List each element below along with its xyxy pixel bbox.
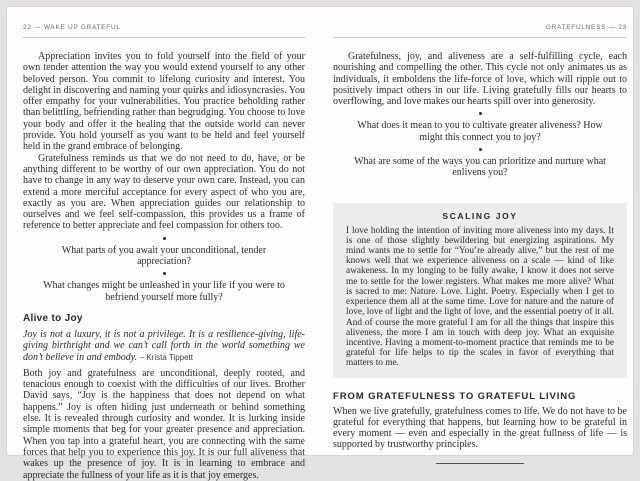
epigraph-quote [23, 329, 305, 363]
reflection-question: What parts of you await your unconditional, tender appreciation? [61, 244, 267, 268]
running-head-right: GRATEFULNESS — 23 [545, 24, 627, 31]
separator-dot-icon [479, 148, 482, 151]
running-head-rule-right [333, 37, 627, 38]
reflection-question: What does it mean to you to cultivate greater aliveness? How might this connect you to joy? [357, 120, 603, 143]
section-heading: FROM GRATEFULNESS TO GRATEFUL LIVING [333, 390, 577, 402]
separator-dot-icon [479, 112, 482, 115]
reflection-question: What changes might be unleashed in your life if you were to befriend yourself more fully? [43, 280, 285, 303]
quote-text: Joy is not a luxury, it is not a privilege. It is a resilience-giving, life-giving birthright and we can’t call forth in the world something we don’t believe in and embody. [23, 328, 305, 363]
section-heading: Alive to Joy [23, 312, 83, 324]
running-head-rule-left [23, 37, 305, 38]
paragraph: Gratefulness reminds us that we do not need to do, have, or be anything different to be worthy of our own appreciation. You do not have to change in any way to deserve your own care. Instead, you can extend a more merciful acceptance for every aspect of who you are, exactly as you are. When appreciation guides our relationship to ourselves and we feel self-compassion, this provides us a frame of reference to better appreciate and feel compassion for others too. [23, 152, 305, 232]
paragraph: Gratefulness, joy, and aliveness are a self-fulfilling cycle, each nourishing and compelling the other. This cycle not only animates us as individuals, it emboldens the life-force of love, which will ripple out to positively impact others in our life. Living gratefully fills our hearts to overflowing, and love makes our hearts spill over into generosity. [333, 51, 627, 108]
book-spread [7, 7, 633, 481]
paragraph: Appreciation invites you to fold yourself into the field of your own tender attention the way you would extend yourself to any other beloved person. You commit to lifelong curiosity and interest. You delight in discovering and naming your quirks and idiosyncrasies. You offer empathy for your vulnerabilities. You practice beholding rather than belittling, befriending rather than begrudging. You choose to love your body and offer it the healing that the outside world can never provide. You hold yourself as you want to be held and feel yourself held in the grand embrace of belonging. [23, 51, 305, 153]
callout-box-body: I love holding the intention of inviting more aliveness into my days. It is one of those slightly bewildering but energizing aspirations. My mind wants me to settle for “You’re already alive,” but the rest of me knows well that we experience aliveness on a scale — kind of like awakeness. In my longing to be fully awake, I know it does not serve me to settle for the lower registers. What makes me more alive? What is sacred to me: Nature. Love. Light. Poetry. Especially when I get to experience them all at the same time. Love for nature and the nature of love, love of light and the light of love, and the essential poetry of it all. And of course the more grateful I am for all the things that inspire this aliveness, the more I am in touch with deep joy. What an exquisite incentive. Having a moment-to-moment practice that reminds me to be grateful for life helps to tip the scales in favor of everything that matters to me. [346, 225, 614, 369]
separator-dot-icon [163, 237, 166, 240]
paragraph: When we live gratefully, gratefulness comes to life. We do not have to be grateful for everything that happens, but learning how to be grateful in every moment — even and especially in the great fullness of life — is supported by trustworthy principles. [333, 405, 627, 451]
quote-attribution: – Krista Tippett [139, 352, 193, 362]
running-head-left: 22 — WAKE UP GRATEFUL [23, 24, 121, 31]
callout-box-title: SCALING JOY [442, 210, 518, 221]
callout-box [333, 203, 627, 378]
reflection-question: What are some of the ways you can prioritize and nurture what enlivens you? [354, 156, 606, 179]
page-left [23, 7, 305, 481]
paragraph: Both joy and gratefulness are unconditional, deeply rooted, and tenacious enough to coexist with the difficulties of our lives. Brother David says, “Joy is the happiness that does not depend on what happens.” Joy is often hiding just underneath or behind something else. It is revealed through curiosity and wonder. It is lurking inside simple moments that beg for your greater presence and appreciation. When you tap into a grateful heart, you are connecting with the same forces that help you to experience this joy. It is our full aliveness that wakes up the presence of joy. It is in learning to embrace and appreciate the fullness of your life as it is that joy emerges. [23, 367, 305, 481]
section-divider [436, 463, 524, 464]
separator-dot-icon [163, 272, 166, 275]
page-right [333, 7, 627, 455]
